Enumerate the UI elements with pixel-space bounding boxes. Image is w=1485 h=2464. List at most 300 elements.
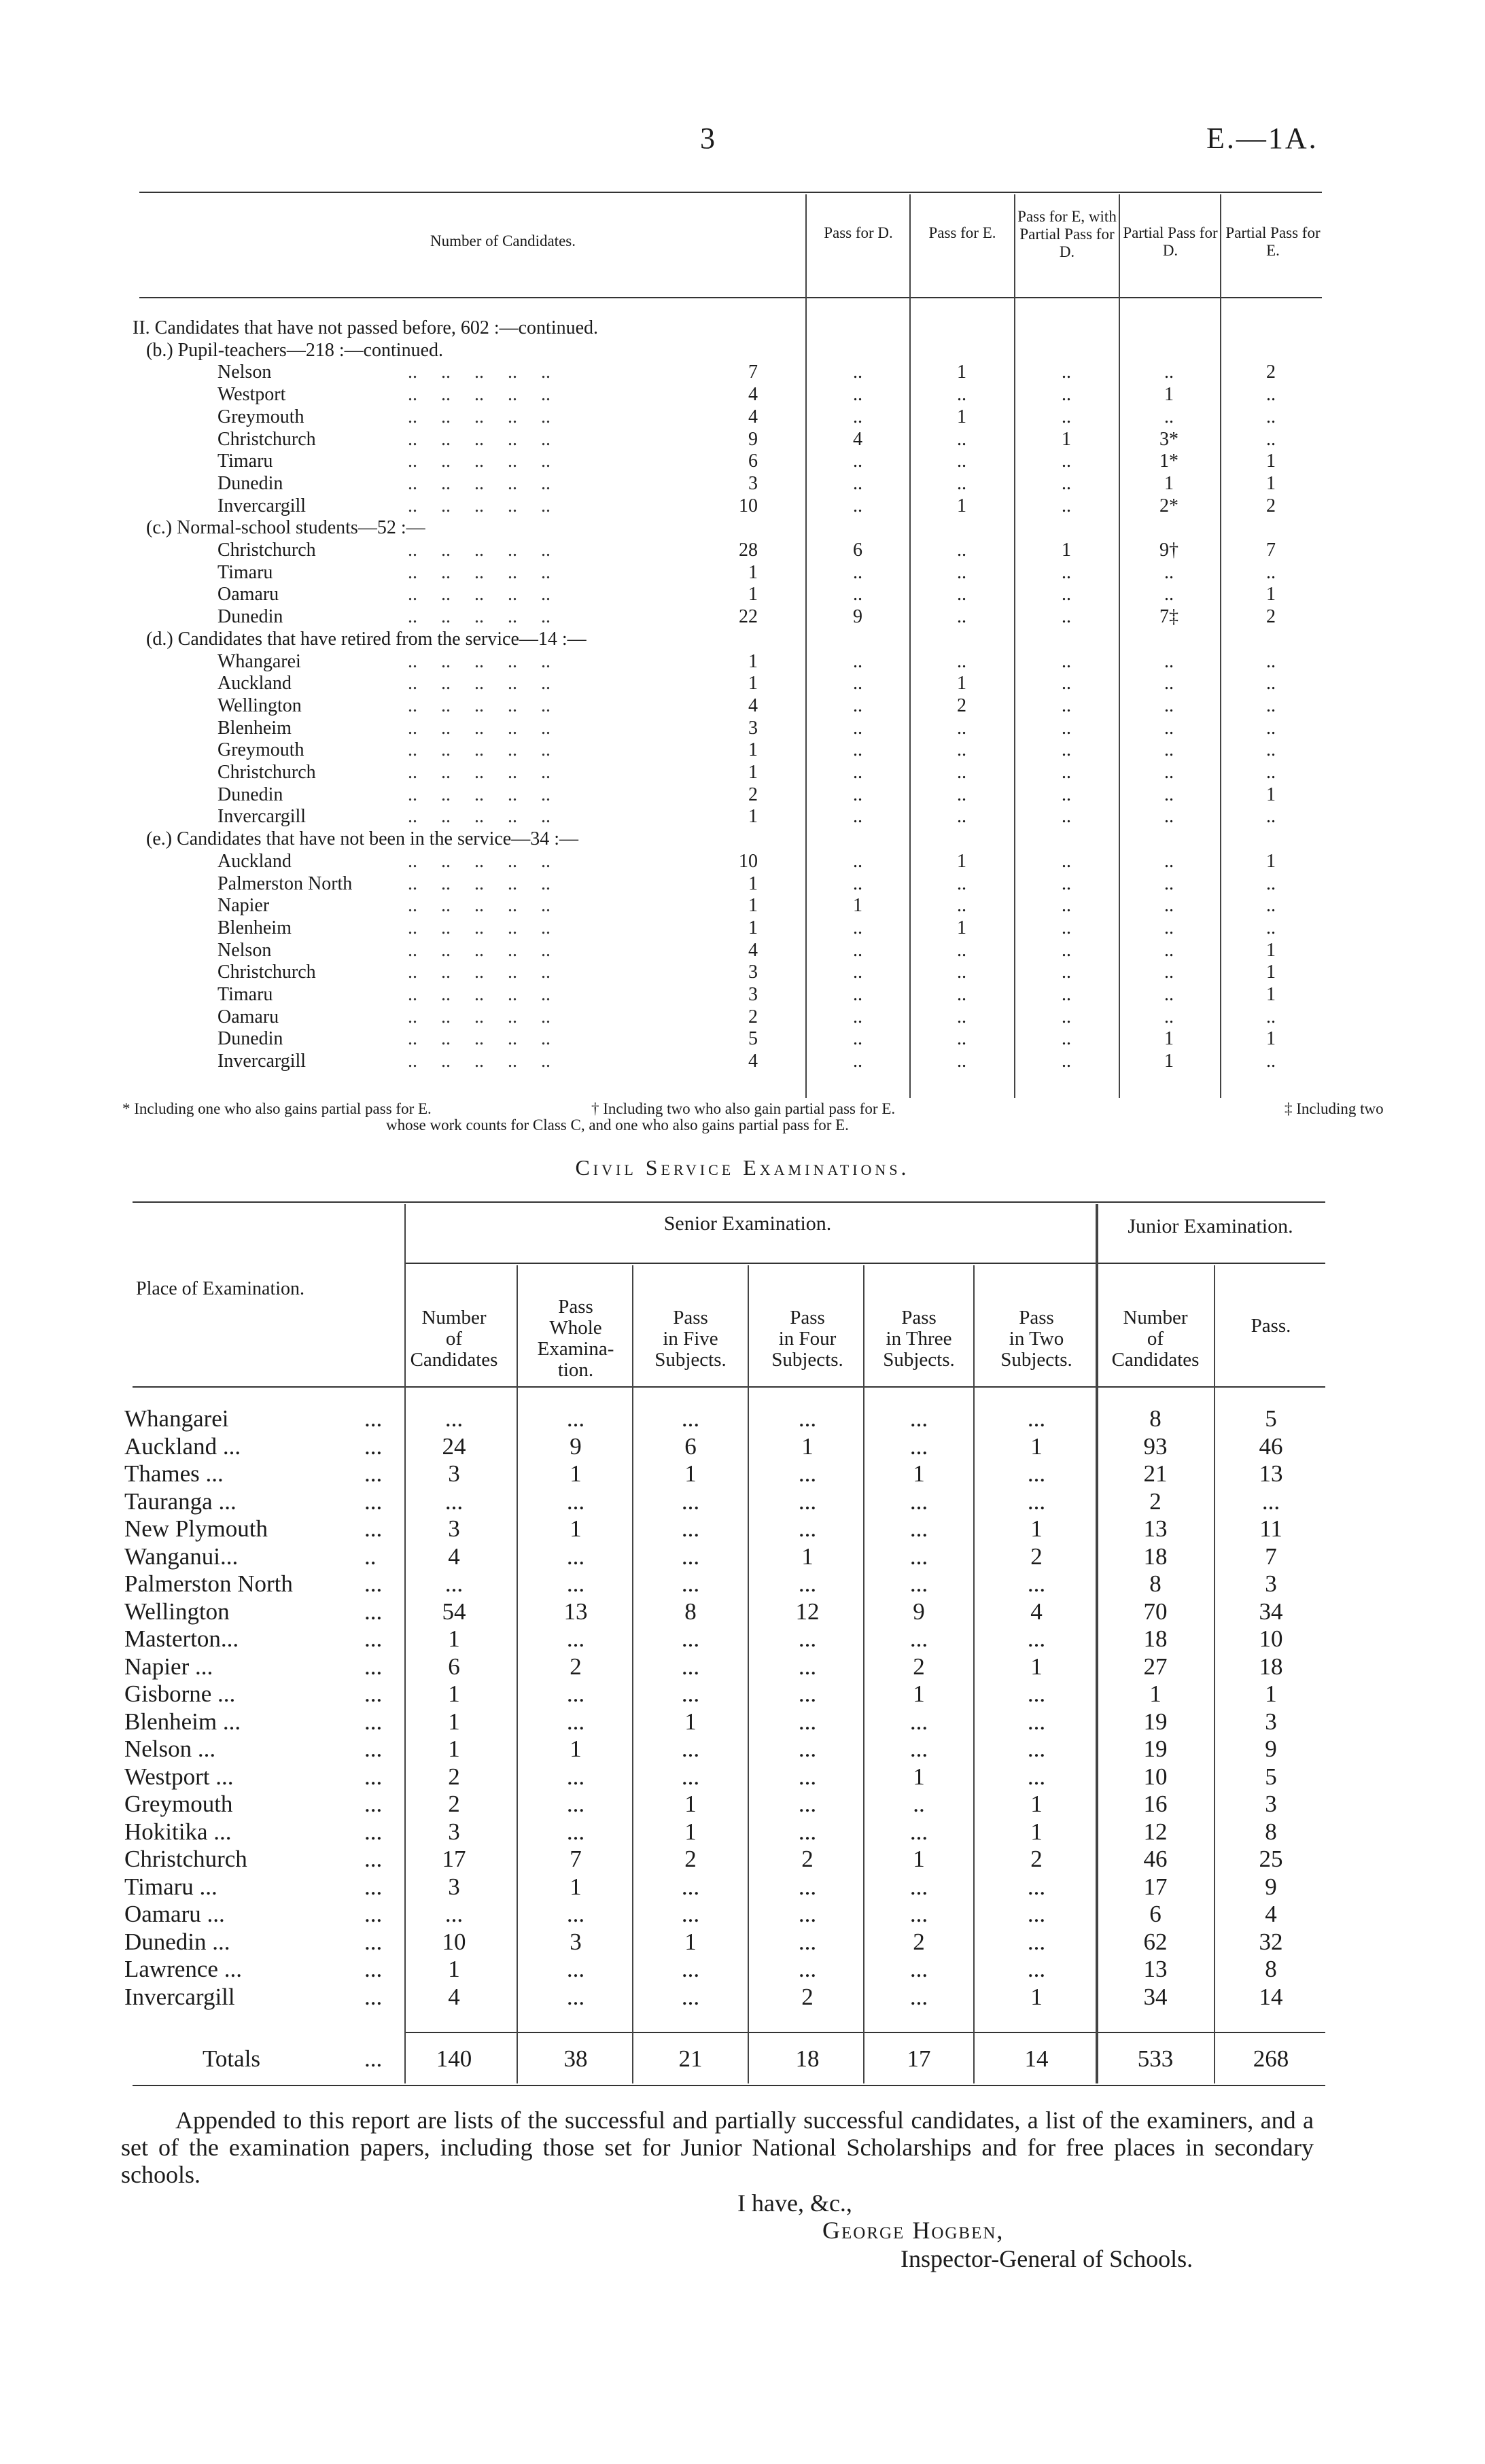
cs-cell-sn: 3 [448,1515,460,1542]
cs-cell-s5: ... [681,1515,700,1542]
table1-cell-d: .. [853,561,862,583]
cs-cell-s3: ... [909,1432,928,1460]
cs-cell-s2: 14 [1024,2045,1049,2072]
cs-place: Gisborne ... [124,1680,236,1707]
table1-cell-ep: .. [1062,650,1071,672]
cs-cell-s3: ... [909,1543,928,1570]
cs-row [0,1405,1485,1432]
table1-cell-ep: .. [1062,739,1071,761]
cs-cell-s5: 1 [684,1460,697,1487]
table1-row [0,584,1485,605]
cs-header-rule [133,1386,1325,1388]
cs-cell-jn: 2 [1149,1488,1161,1515]
table1-row [0,362,1485,383]
cs-col-header-s_four: in Four [778,1327,837,1350]
table1-number-of-candidates: 4 [748,406,758,427]
table1-cell-d: .. [853,584,862,605]
cs-cell-sn: 54 [442,1598,466,1625]
table1-place: Greymouth [217,406,304,427]
table1-number-of-candidates: 1 [748,561,758,583]
cs-cell-sw: ... [566,1625,585,1652]
table1-row [0,806,1485,828]
cs-row [0,1929,1485,1956]
cs-cell-s4: ... [798,1901,817,1927]
cs-cell-s2: 1 [1030,1432,1043,1460]
table1-cell-ep: .. [1062,806,1071,828]
table1-place: Timaru [217,984,273,1005]
cs-cell-s5: ... [681,1763,700,1790]
cs-row [0,1984,1485,2011]
cs-col-header-j_num: of [1147,1327,1164,1350]
cs-place: Westport ... [124,1763,234,1790]
cs-cell-s5: ... [681,1736,700,1762]
table1-place: Blenheim [217,717,292,739]
cs-col-header-s_three: Subjects. [883,1348,955,1371]
footnote-dagger: † Including two who also gain partial pass for E. [591,1100,896,1117]
table1-row [0,384,1485,406]
cs-col-header-s_whole: Examina- [537,1338,614,1360]
table1-place: Invercargill [217,806,307,828]
cs-cell-s2: 2 [1030,1846,1043,1872]
cs-row [0,1653,1485,1680]
cs-col-header-s_num: Candidates [410,1348,498,1371]
table1-cell-e: 1 [957,850,966,872]
table1-cell-pd: .. [1164,406,1174,427]
cs-row [0,1956,1485,1983]
cs-cell-s2: ... [1027,1405,1046,1432]
cs-place: Auckland ... [124,1432,241,1460]
table1-cell-pd: 1 [1164,472,1174,494]
table1-cell-pd: .. [1164,984,1174,1005]
table1-cell-e: 2 [957,694,966,716]
table1-cell-pd: .. [1164,939,1174,961]
table1-cell-e: .. [957,739,966,761]
table1-cell-e: .. [957,650,966,672]
table1-cell-d: .. [853,1051,862,1072]
cs-col-header-s_five: Pass [673,1306,708,1328]
table1-cell-pe: 1 [1266,472,1276,494]
table1-number-of-candidates: 1 [748,650,758,672]
table1-number-of-candidates: 5 [748,1028,758,1050]
table1-cell-pd: 3* [1159,428,1178,450]
table1-cell-pe: 2 [1266,362,1276,383]
table1-row [0,1006,1485,1028]
cs-cell-sw: ... [566,1791,585,1817]
table1-leader-dots: .. .. .. .. .. [408,451,551,472]
table1-number-of-candidates: 3 [748,472,758,494]
table1-leader-dots: .. .. .. .. .. [408,694,551,716]
cs-cell-s2: ... [1027,1736,1046,1762]
table1-place: Blenheim [217,917,292,938]
cs-cell-s4: ... [798,1736,817,1762]
cs-cell-s4: ... [798,1653,817,1680]
table1-cell-ep: .. [1062,495,1071,516]
table1-col-header: Partial Pass for D. [1123,224,1218,259]
table1-cell-pd: .. [1164,895,1174,917]
cs-cell-s2: 1 [1030,1818,1043,1845]
table1-cell-d: .. [853,406,862,427]
cs-cell-jn: 21 [1143,1460,1168,1487]
table1-group-heading: (d.) Candidates that have retired from the service—14 :— [146,628,587,650]
table1-cell-e: .. [957,561,966,583]
cs-cell-sn: ... [444,1570,464,1597]
table1-leader-dots: .. .. .. .. .. [408,472,551,494]
cs-cell-sn: 24 [442,1432,466,1460]
cs-cell-jn: 18 [1143,1625,1168,1652]
cs-cell-s4: ... [798,1763,817,1790]
table1-cell-pe: .. [1266,673,1276,694]
cs-col-header-s_num: of [445,1327,463,1350]
table1-row [0,762,1485,784]
cs-cell-s4: 2 [801,1846,814,1872]
table1-cell-d: .. [853,806,862,828]
table1-number-of-candidates: 10 [739,850,758,872]
signatory-title: Inspector-General of Schools. [901,2245,1193,2272]
cs-row [0,1598,1485,1625]
table1-place: Dunedin [217,472,283,494]
cs-cell-s3: 1 [913,1680,925,1707]
table1-cell-pd: 2* [1159,495,1178,516]
cs-cell-jp: 7 [1265,1543,1277,1570]
cs-cell-sn: 6 [448,1653,460,1680]
table1-number-of-candidates: 1 [748,917,758,938]
table1-cell-d: .. [853,984,862,1005]
cs-bottom-rule [133,2085,1325,2086]
senior-exam-heading: Senior Examination. [663,1212,832,1235]
table1-row [0,651,1485,673]
cs-cell-sw: 2 [570,1653,582,1680]
table1-number-of-candidates: 3 [748,962,758,983]
cs-place: Christchurch [124,1846,247,1872]
table1-row [0,695,1485,717]
table1-leader-dots: .. .. .. .. .. [408,895,551,917]
table1-cell-pe: .. [1266,873,1276,894]
table1-cell-ep: .. [1062,939,1071,961]
table1-place: Dunedin [217,784,283,805]
table1-cell-d: 1 [853,895,862,917]
table1-cell-pe: .. [1266,384,1276,406]
table1-cell-pd: .. [1164,917,1174,938]
table1-leader-dots: .. .. .. .. .. [408,384,551,406]
table1-cell-pd: 1 [1164,1051,1174,1072]
cs-cell-s5: 8 [684,1598,697,1625]
cs-cell-s3: ... [909,1405,928,1432]
table1-cell-d: .. [853,962,862,983]
cs-cell-s3: ... [909,1736,928,1762]
table1-cell-pd: .. [1164,806,1174,828]
table1-cell-pd: .. [1164,584,1174,605]
cs-cell-s2: ... [1027,1708,1046,1735]
table1-leader-dots: .. .. .. .. .. [408,673,551,694]
cs-cell-s5: 1 [684,1791,697,1817]
cs-col-header-s_two: in Two [1009,1327,1064,1350]
cs-row [0,1515,1485,1543]
cs-cell-s5: ... [681,1625,700,1652]
cs-cell-s4: 18 [795,2045,820,2072]
cs-cell-jn: 18 [1143,1543,1168,1570]
table1-place: Dunedin [217,606,283,628]
cs-place: Tauranga ... [124,1488,237,1515]
table1-leader-dots: .. .. .. .. .. [408,717,551,739]
cs-cell-jp: 5 [1265,1763,1277,1790]
cs-cell-jn: 62 [1143,1928,1168,1955]
table1-cell-e: .. [957,717,966,739]
cs-col-header-j_num: Number [1123,1306,1188,1328]
cs-row [0,1763,1485,1791]
table1-number-of-candidates: 1 [748,739,758,761]
table1-cell-pd: .. [1164,850,1174,872]
table1-cell-e: .. [957,540,966,561]
table1-place: Timaru [217,561,273,583]
cs-place: Oamaru ... [124,1901,225,1927]
table1-leader-dots: .. .. .. .. .. [408,850,551,872]
table1-cell-pe: .. [1266,895,1276,917]
table1-number-of-candidates: 4 [748,939,758,961]
cs-cell-s5: ... [681,1901,700,1927]
table1-cell-d: .. [853,1006,862,1027]
cs-col-header-s_whole: Whole [549,1317,602,1339]
cs-cell-s5: ... [681,1543,700,1570]
table1-cell-d: 6 [853,540,862,561]
cs-row [0,1625,1485,1653]
cs-cell-s5: ... [681,1956,700,1982]
table1-leader-dots: .. .. .. .. .. [408,561,551,583]
table1-number-of-candidates: 4 [748,1051,758,1072]
cs-place: Dunedin ... [124,1928,230,1955]
table1-cell-pe: 1 [1266,1028,1276,1050]
cs-leader-dots: ... [364,1983,383,2010]
table1-cell-e: .. [957,806,966,828]
table1-col-header: Pass for E, with Partial Pass for D. [1017,208,1117,260]
cs-cell-jn: 8 [1149,1570,1161,1597]
table1-cell-ep: .. [1062,1006,1071,1027]
table1-row [0,606,1485,628]
report-code: E.—1A. [1206,122,1318,155]
table1-cell-e: 1 [957,673,966,694]
cs-cell-s3: ... [909,1873,928,1900]
table1-cell-ep: 1 [1062,540,1071,561]
table1-cell-d: .. [853,873,862,894]
table1-cell-ep: .. [1062,584,1071,605]
cs-cell-s4: 12 [795,1598,820,1625]
cs-cell-s5: ... [681,1983,700,2010]
table1-cell-pd: .. [1164,694,1174,716]
cs-row [0,1570,1485,1598]
cs-cell-jp: 3 [1265,1791,1277,1817]
cs-cell-s4: ... [798,1928,817,1955]
cs-leader-dots: ... [364,1460,383,1487]
cs-cell-sw: ... [566,1543,585,1570]
cs-cell-jn: 34 [1143,1983,1168,2010]
cs-cell-sn: 3 [448,1818,460,1845]
table1-cell-pe: .. [1266,806,1276,828]
cs-leader-dots: ... [364,1570,383,1597]
table1-cell-pd: 1 [1164,384,1174,406]
cs-cell-s3: ... [909,1488,928,1515]
cs-cell-jp: 9 [1265,1736,1277,1762]
cs-leader-dots: ... [364,1488,383,1515]
table1-row [0,718,1485,739]
cs-cell-s3: ... [909,1625,928,1652]
cs-cell-sw: ... [566,1956,585,1982]
cs-cell-sw: ... [566,1763,585,1790]
cs-leader-dots: ... [364,1818,383,1845]
cs-col-header-s_whole: Pass [558,1296,593,1318]
cs-place: Wellington [124,1598,230,1625]
cs-cell-s3: 1 [913,1460,925,1487]
table1-cell-e: 1 [957,406,966,427]
footnote-star: * Including one who also gains partial pass for E. [122,1100,432,1117]
table1-cell-e: .. [957,451,966,472]
cs-cell-sw: ... [566,1405,585,1432]
cs-leader-dots: ... [364,1956,383,1982]
table1-cell-pd: .. [1164,362,1174,383]
table1-leader-dots: .. .. .. .. .. [408,939,551,961]
cs-row [0,1846,1485,1873]
table1-cell-d: .. [853,784,862,805]
table1-cell-d: .. [853,717,862,739]
cs-cell-sw: 9 [570,1432,582,1460]
table1-cell-ep: .. [1062,406,1071,427]
table1-place: Timaru [217,451,273,472]
table1-row [0,1051,1485,1072]
cs-col-header-s_two: Subjects. [1000,1348,1072,1371]
cs-row [0,1818,1485,1846]
cs-col-header-s_three: in Three [886,1327,952,1350]
table1-row [0,406,1485,428]
table1-cell-e: 1 [957,917,966,938]
table1-cell-pe: .. [1266,917,1276,938]
cs-cell-jp: ... [1261,1488,1280,1515]
cs-place: Wanganui... [124,1543,239,1570]
table1-cell-pe: .. [1266,428,1276,450]
cs-cell-s3: ... [909,1956,928,1982]
table1-number-of-candidates: 2 [748,1006,758,1027]
cs-cell-sn: 1 [448,1680,460,1707]
cs-cell-s5: 2 [684,1846,697,1872]
table1-cell-pe: .. [1266,406,1276,427]
table1-cell-pe: 1 [1266,784,1276,805]
table1-cell-pe: .. [1266,650,1276,672]
cs-cell-jn: 13 [1143,1956,1168,1982]
table1-place: Christchurch [217,962,316,983]
cs-leader-dots: ... [364,1405,383,1432]
cs-cell-sw: 38 [563,2045,588,2072]
table1-row [0,495,1485,517]
place-of-exam-heading: Place of Examination. [136,1278,305,1299]
table1-leader-dots: .. .. .. .. .. [408,762,551,783]
table1-cell-ep: .. [1062,561,1071,583]
cs-leader-dots: ... [364,1625,383,1652]
cs-col-header-s_two: Pass [1019,1306,1054,1328]
cs-cell-s2: ... [1027,1928,1046,1955]
cs-row [0,1680,1485,1708]
cs-cell-s3: 2 [913,1653,925,1680]
table1-leader-dots: .. .. .. .. .. [408,917,551,938]
table1-cell-ep: .. [1062,873,1071,894]
table1-leader-dots: .. .. .. .. .. [408,1006,551,1027]
cs-col-header-s_five: in Five [663,1327,718,1350]
cs-cell-s5: ... [681,1873,700,1900]
cs-cell-sn: 3 [448,1460,460,1487]
table1-number-of-candidates: 6 [748,451,758,472]
table1-place: Nelson [217,362,272,383]
table1-row [0,940,1485,962]
cs-col-header-s_four: Subjects. [771,1348,843,1371]
table1-cell-d: .. [853,362,862,383]
cs-cell-jn: 70 [1143,1598,1168,1625]
cs-cell-s5: 21 [678,2045,703,2072]
table1-leader-dots: .. .. .. .. .. [408,984,551,1005]
cs-cell-sn: 4 [448,1543,460,1570]
table1-cell-e: .. [957,939,966,961]
table1-place: Palmerston North [217,873,353,894]
civil-service-title: Civil Service Examinations. [575,1155,910,1180]
cs-cell-s4: ... [798,1873,817,1900]
closing-paragraph: Appended to this report are lists of the successful and partially successful candidates, a list of the examiners, and a set of the examination papers, including those set for Junior National Scholarships and for free places in secondary schools. [121,2107,1314,2188]
cs-cell-s4: ... [798,1680,817,1707]
cs-leader-dots: ... [364,1736,383,1762]
cs-cell-s2: ... [1027,1901,1046,1927]
cs-cell-s3: ... [909,1708,928,1735]
table1-cell-d: .. [853,850,862,872]
cs-cell-sw: ... [566,1488,585,1515]
cs-leader-dots: ... [364,1515,383,1542]
table1-leader-dots: .. .. .. .. .. [408,1028,551,1050]
table1-place: Christchurch [217,762,316,783]
cs-cell-sn: ... [444,1488,464,1515]
cs-place: Invercargill [124,1983,235,2010]
table1-place: Wellington [217,694,302,716]
cs-cell-s2: ... [1027,1570,1046,1597]
table1-leader-dots: .. .. .. .. .. [408,739,551,761]
cs-leader-dots: ... [364,1873,383,1900]
cs-row [0,1708,1485,1736]
cs-cell-s3: ... [909,1818,928,1845]
cs-cell-s3: ... [909,1515,928,1542]
cs-place: Thames ... [124,1460,224,1487]
cs-cell-jp: 34 [1259,1598,1283,1625]
table1-cell-d: .. [853,694,862,716]
cs-cell-jp: 18 [1259,1653,1283,1680]
cs-cell-jp: 13 [1259,1460,1283,1487]
table1-cell-pe: 7 [1266,540,1276,561]
cs-cell-s5: 6 [684,1432,697,1460]
table1-cell-d: .. [853,762,862,783]
table1-cell-e: .. [957,384,966,406]
cs-col-header-j_num: Candidates [1111,1348,1200,1371]
table1-col-header: Number of Candidates. [430,232,576,249]
table1-row [0,540,1485,561]
cs-cell-jp: 3 [1265,1570,1277,1597]
table1-cell-pd: .. [1164,739,1174,761]
cs-cell-sw: ... [566,1680,585,1707]
cs-leader-dots: ... [364,1763,383,1790]
cs-cell-s2: ... [1027,1873,1046,1900]
cs-cell-sn: 2 [448,1791,460,1817]
cs-cell-s5: ... [681,1570,700,1597]
table1-row [0,962,1485,983]
table1-place: Westport [217,384,286,406]
table1-cell-ep: .. [1062,673,1071,694]
table1-leader-dots: .. .. .. .. .. [408,428,551,450]
table1-cell-ep: .. [1062,472,1071,494]
table1-cell-pd: 7‡ [1159,606,1178,628]
cs-cell-s4: ... [798,1791,817,1817]
table1-number-of-candidates: 7 [748,362,758,383]
cs-leader-dots: ... [364,1791,383,1817]
cs-cell-sw: ... [566,1901,585,1927]
